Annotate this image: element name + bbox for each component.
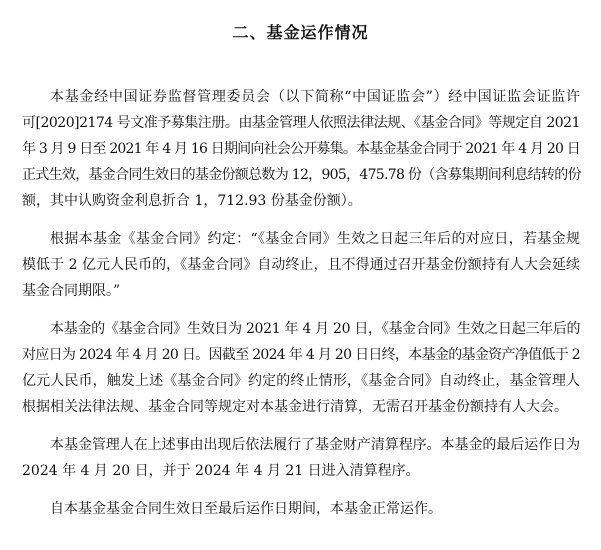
paragraph-1-line-4: 正式生效，基金合同生效日的基金份额总数为 12，905，475.78 份（含募集期间利息结转的份 [22,167,581,183]
paragraph-3-line-1: 本基金的《基金合同》生效日为 2021 年 4 月 20 日，《基金合同》生效之日起三年后的 [50,321,581,337]
paragraph-4-line-1: 本基金管理人在上述事由出现后依法履行了基金财产清算程序。本基金的最后运作日为 [50,437,580,453]
paragraph-1-line-5: 额，其中认购资金利息折合 1，712.93 份基金份额）。 [22,193,362,209]
paragraph-3-line-4: 根据相关法律法规、基金合同等规定对本基金进行清算，无需召开基金份额持有人大会。 [22,399,568,415]
paragraph-4-line-2: 2024 年 4 月 20 日，并于 2024 年 4 月 21 日进入清算程序。 [22,463,420,479]
paragraph-2-line-2: 模低于 2 亿元人民币的，《基金合同》自动终止，且不得通过召开基金份额持有人大会延续 [22,257,580,273]
paragraph-1-line-2: 可[2020]2174 号文准予募集注册。由基金管理人依照法律法规、《基金合同》等规定自 2021 [22,115,580,131]
paragraph-3-line-3: 亿元人民币，触发上述《基金合同》约定的终止情形，《基金合同》自动终止，基金管理人 [22,373,580,389]
paragraph-1-line-1: 本基金经中国证券监督管理委员会（以下简称“中国证监会”）经中国证监会证监许 [50,89,580,105]
section-title: 二、基金运作情况 [232,23,369,42]
paragraph-2-line-3: 基金合同期限。” [22,283,121,299]
paragraph-3-line-2: 对应日为 2024 年 4 月 20 日。因截至 2024 年 4 月 20 日日终，本基金的基金资产净值低于 2 [22,347,580,363]
paragraph-2-line-1: 根据本基金《基金合同》约定：“《基金合同》生效之日起三年后的对应日，若基金规 [50,231,580,247]
paragraph-5-line-1: 自本基金基金合同生效日至最后运作日期间，本基金正常运作。 [50,501,442,517]
paragraph-1-line-3: 年 3 月 9 日至 2021 年 4 月 16 日期间向社会公开募集。本基金基金合同于 2021 年 4 月 20 日 [22,141,580,157]
